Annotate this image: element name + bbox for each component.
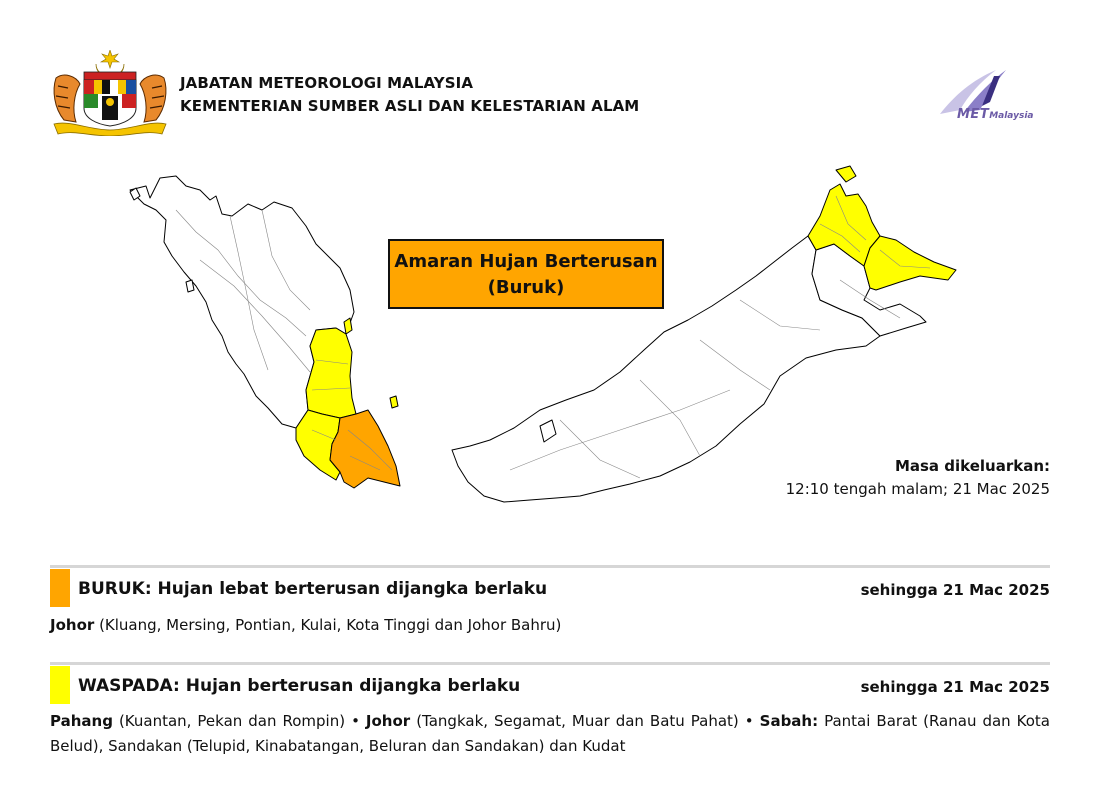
area-districts: Pantai Barat (Ranau dan Kota Belud), Sandakan (Telupid, Kinabatangan, Beluran dan Sandakan) dan Kudat xyxy=(50,712,1050,755)
area-districts: (Kuantan, Pekan dan Rompin) xyxy=(118,712,346,730)
waspada-areas xyxy=(50,709,1050,759)
waspada-color-swatch xyxy=(50,666,70,704)
area-state: Pahang xyxy=(50,712,113,730)
organisation-heading xyxy=(180,72,639,118)
tioman-island xyxy=(390,396,398,408)
bullet-separator: • xyxy=(744,712,754,730)
waspada-section-until: sehingga 21 Mac 2025 xyxy=(860,678,1050,696)
buruk-areas xyxy=(50,613,1050,638)
buruk-section-title: BURUK: Hujan lebat berterusan dijangka berlaku xyxy=(78,579,548,599)
area-districts: (Kluang, Mersing, Pontian, Kulai, Kota Tinggi dan Johor Bahru) xyxy=(99,616,562,634)
buruk-color-swatch xyxy=(50,569,70,607)
section-divider xyxy=(50,662,1050,665)
warning-banner xyxy=(388,239,664,309)
agency-name: JABATAN METEOROLOGI MALAYSIA xyxy=(180,74,474,92)
issued-time: 12:10 tengah malam; 21 Mac 2025 xyxy=(785,480,1050,498)
logo-malaysia-text: Malaysia xyxy=(989,111,1034,121)
area-state: Sabah: xyxy=(759,712,819,730)
ministry-name: KEMENTERIAN SUMBER ASLI DAN KELESTARIAN ALAM xyxy=(180,97,640,115)
area-state: Johor xyxy=(365,712,411,730)
issued-time-block xyxy=(786,455,1050,501)
bullet-separator: • xyxy=(351,712,360,730)
warning-level: (Buruk) xyxy=(487,277,565,298)
johor-buruk-region xyxy=(330,410,400,488)
warning-title: Amaran Hujan Berterusan xyxy=(394,251,658,272)
sabah-sandakan-waspada-region xyxy=(864,236,956,290)
pahang-waspada-region xyxy=(306,328,356,418)
penang-island xyxy=(186,280,194,292)
met-malaysia-wordmark xyxy=(957,103,1033,122)
issued-label: Masa dikeluarkan: xyxy=(894,457,1050,475)
coat-of-arms-logo xyxy=(50,50,170,136)
area-districts: (Tangkak, Segamat, Muar dan Batu Pahat) xyxy=(416,712,739,730)
buruk-section-until: sehingga 21 Mac 2025 xyxy=(860,581,1050,599)
section-divider xyxy=(50,565,1050,568)
waspada-section-title: WASPADA: Hujan berterusan dijangka berlaku xyxy=(78,676,521,696)
area-state: Johor xyxy=(50,616,95,634)
logo-met-text: MET xyxy=(957,107,990,122)
